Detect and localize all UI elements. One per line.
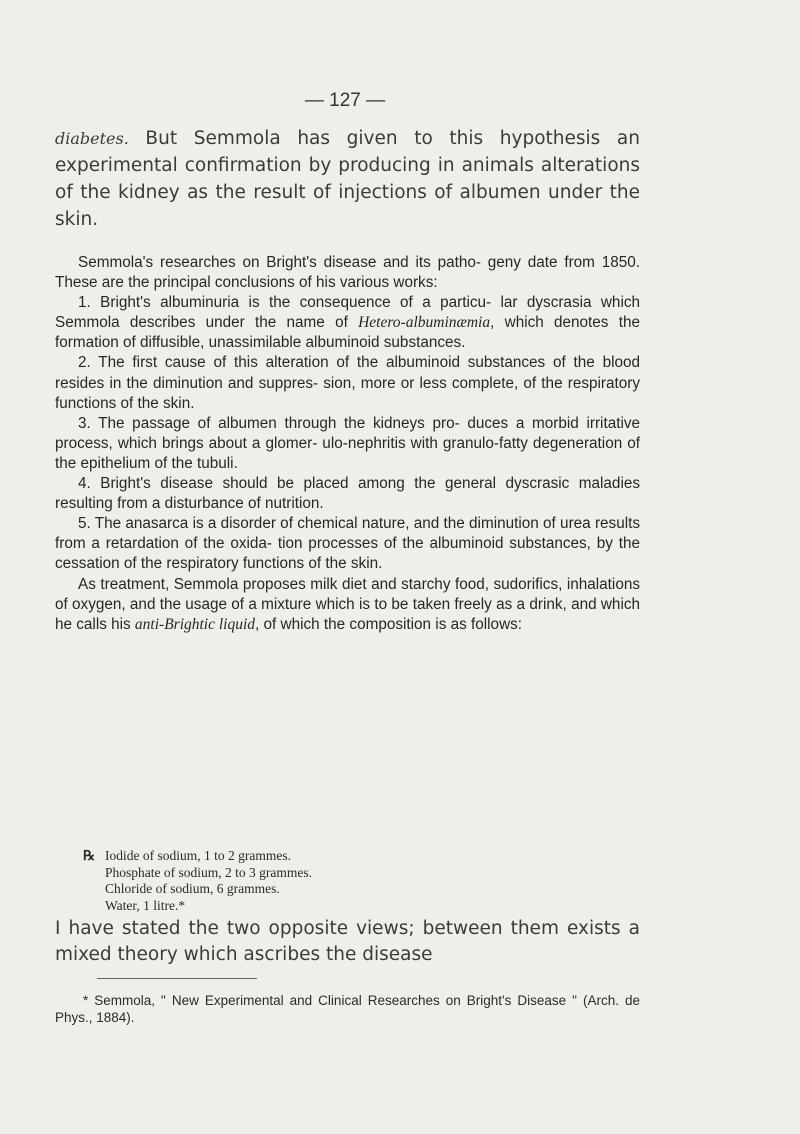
footnote-rule	[97, 978, 257, 979]
recipe-symbol: ℞	[83, 848, 96, 863]
conclusion-1-tail: , which denotes the formation of diffusible, unassimilable albuminoid substances.	[55, 314, 640, 352]
conclusion-1-term: Hetero-albuminæmia	[358, 314, 491, 332]
lead-text: But Semmola has given to this hypothesis an experimental confirmation by producing in animals alterations of the kidney as the result of injections of albumen under the skin.	[55, 128, 640, 230]
lead-italic: diabetes.	[55, 129, 129, 148]
treatment-term: anti-Brightic liquid	[134, 615, 256, 633]
treatment-tail: , of which the composition is as follows:	[255, 615, 523, 633]
footnote: * Semmola, " New Experimental and Clinical Researches on Bright's Disease " (Arch. de Phys., 1884).	[55, 993, 640, 1025]
conclusion-1-text: 1. Bright's albuminuria is the consequence of a particu- lar dyscrasia which Semmola describes under the name of	[55, 294, 640, 332]
treatment-text: As treatment, Semmola proposes milk diet and starchy food, sudorifics, inhalations of oxygen, and the usage of a mixture which is to be taken freely as a drink, and which he calls his	[55, 575, 640, 633]
closing-paragraph: I have stated the two opposite views; between them exists a mixed theory which ascribes the disease	[55, 918, 640, 965]
prescription-line: Phosphate of sodium, 2 to 3 grammes.	[105, 864, 312, 880]
prescription-line: Water, 1 litre.*	[105, 897, 186, 913]
intro-paragraph: Semmola's researches on Bright's disease and its patho- geny date from 1850. These are the principal conclusions of his various works:	[55, 254, 640, 292]
body-text	[55, 253, 640, 635]
prescription-line: Chloride of sodium, 6 grammes.	[105, 881, 280, 896]
prescription-line	[83, 848, 483, 865]
conclusion-4: 4. Bright's disease should be placed among the general dyscrasic maladies resulting from a disturbance of nutrition.	[55, 475, 640, 513]
treatment-paragraph	[55, 575, 640, 635]
conclusion-2: 2. The first cause of this alteration of the albuminoid substances of the blood resides in the diminution and suppres- sion, more or less complete, of the respiratory functions of the skin.	[55, 354, 640, 412]
conclusion-3: 3. The passage of albumen through the kidneys pro- duces a morbid irritative process, which brings about a glomer- ulo-nephritis with granulo-fatty degeneration of the epithelium of the tubuli.	[55, 414, 640, 472]
conclusion-1	[55, 293, 640, 353]
lead-paragraph	[55, 125, 640, 233]
page-number: — 127 —	[304, 90, 386, 111]
conclusion-5: 5. The anasarca is a disorder of chemical nature, and the diminution of urea results from a retardation of the oxida- tion processes of the albuminoid substances, by the cessation of the respiratory functions of the skin.	[55, 515, 640, 573]
prescription	[83, 848, 483, 914]
prescription-line-text: Iodide of sodium, 1 to 2 grammes.	[105, 848, 291, 863]
